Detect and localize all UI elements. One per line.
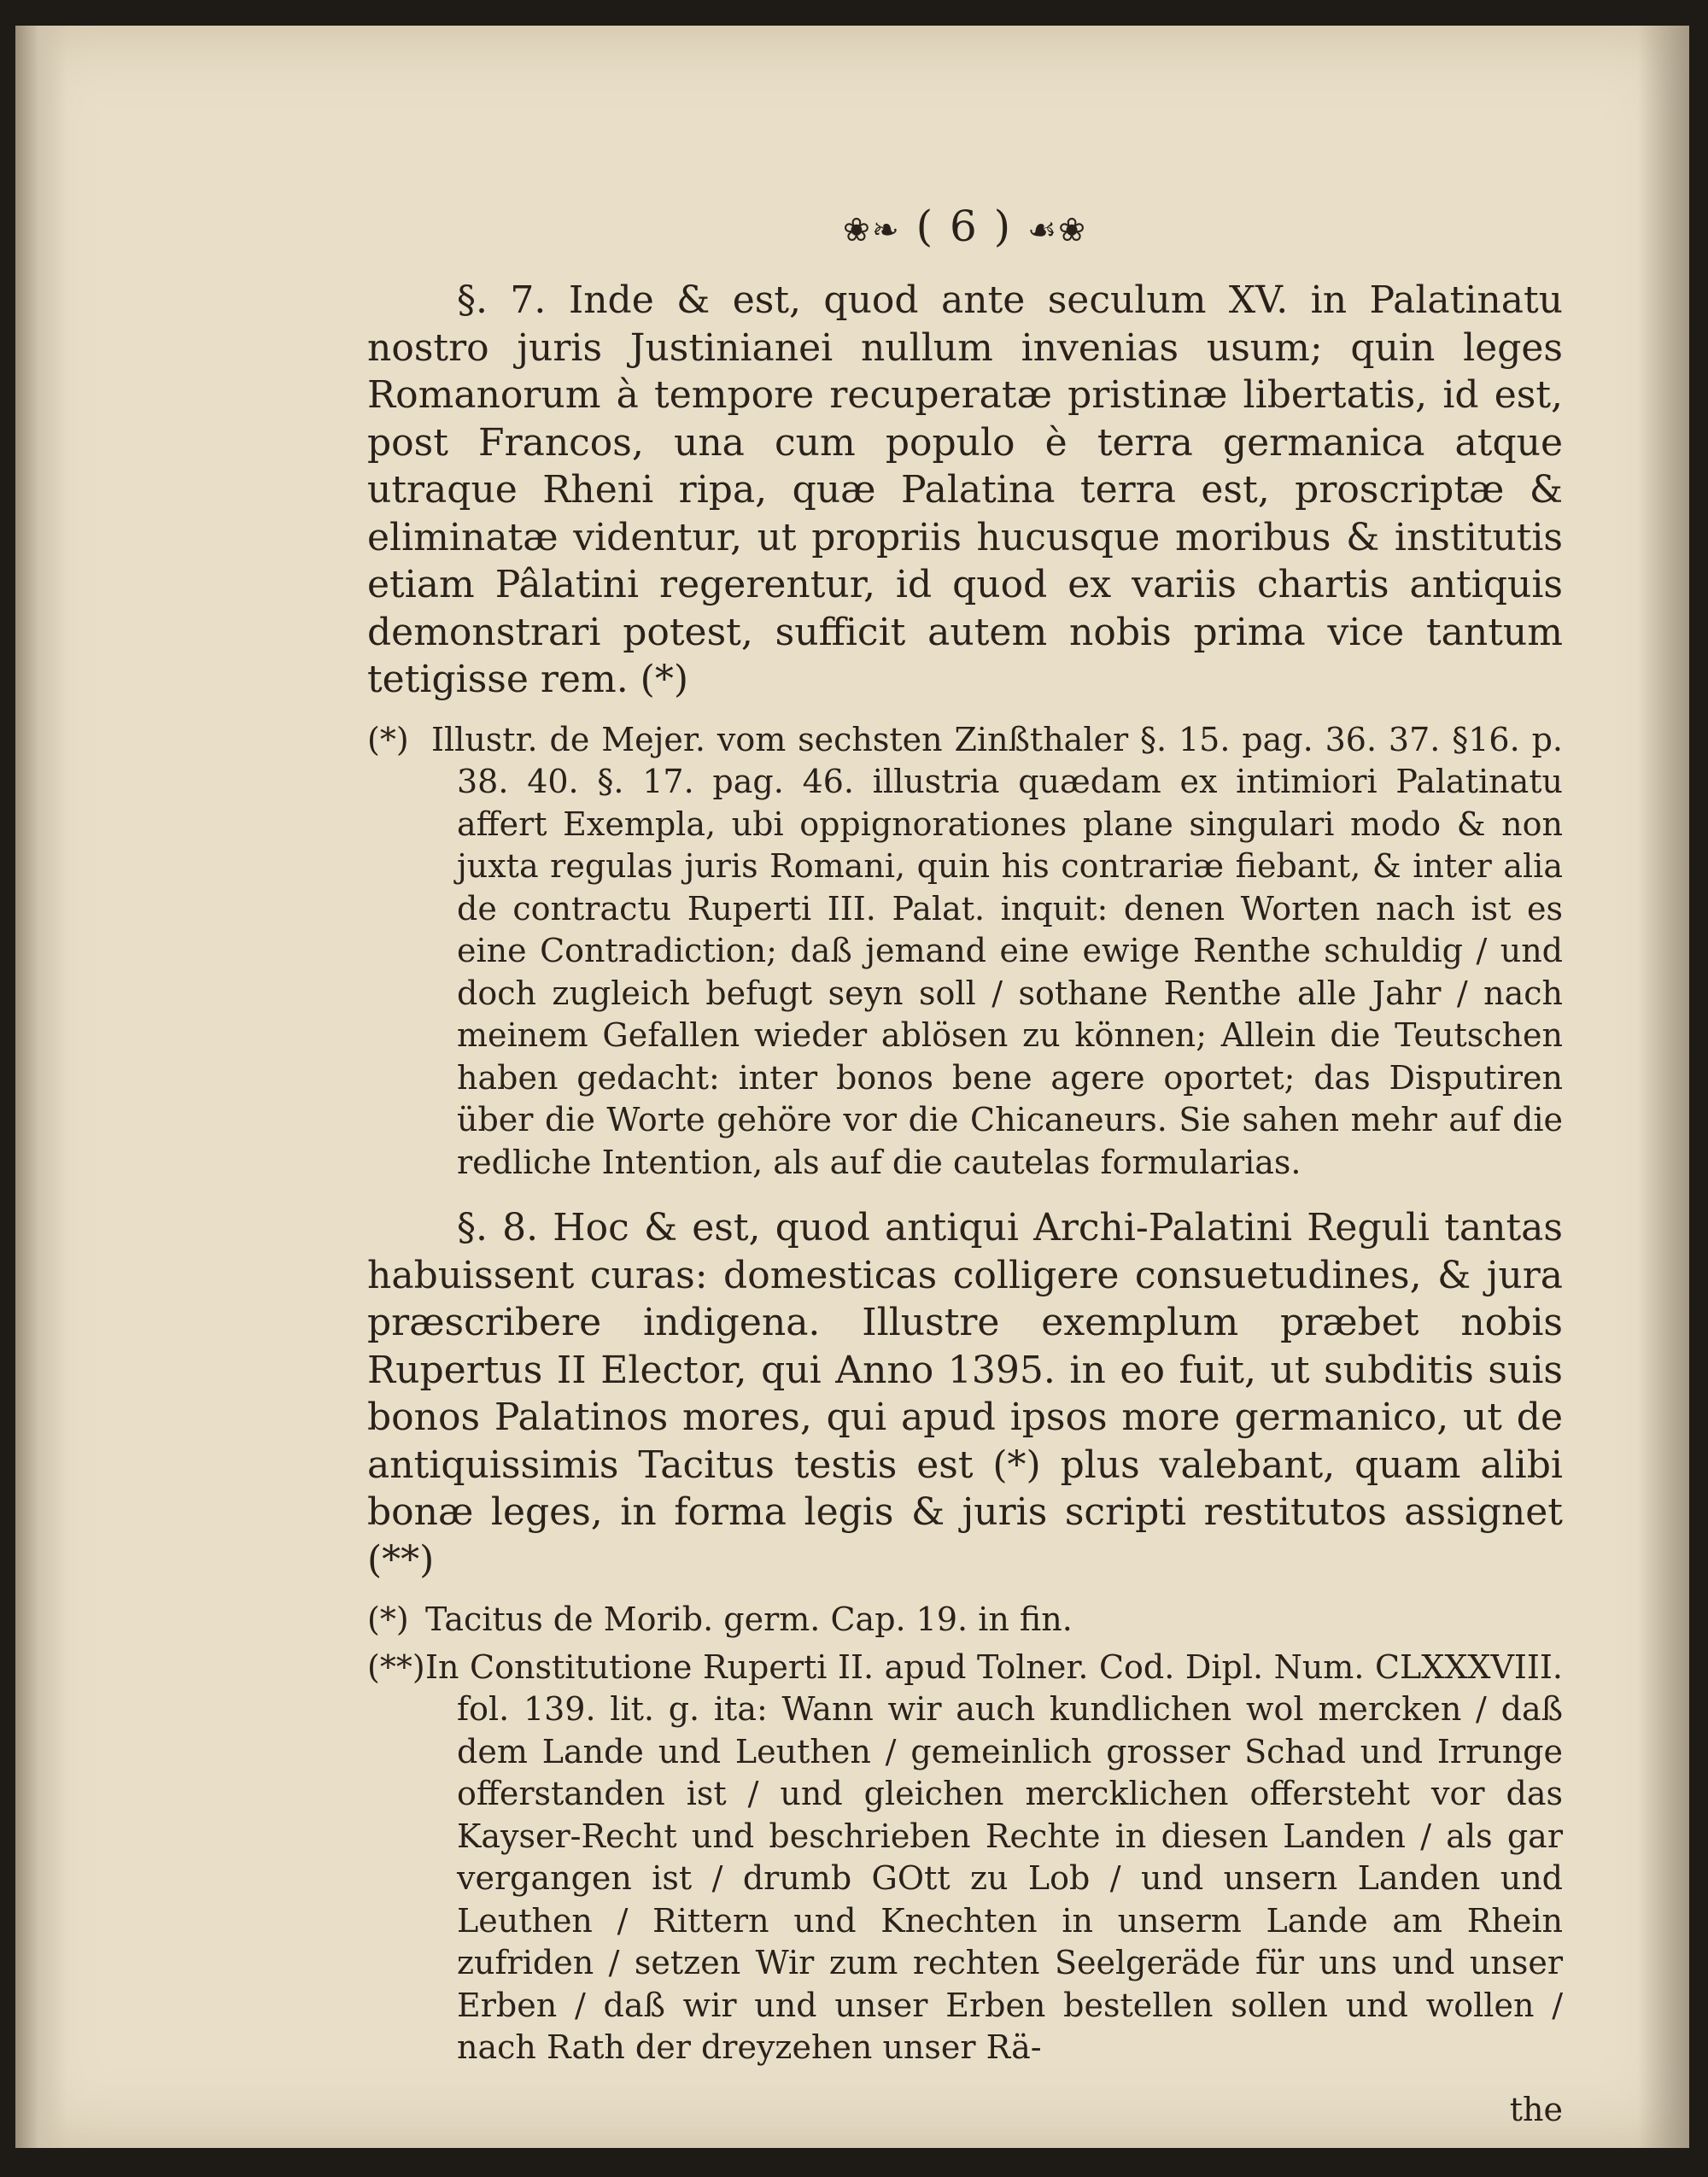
running-head [367, 196, 1563, 260]
spine-shadow [15, 26, 67, 2148]
footnote-8-1-text: Tacitus de Morib. germ. Cap. 19. in fin. [425, 1601, 1073, 1638]
footnote-7-mark: (*) [367, 720, 409, 758]
page-edge-shadow [1638, 26, 1689, 2148]
section-8-paragraph [367, 1204, 1563, 1583]
footnote-7 [367, 719, 1563, 1185]
left-ornament-icon: ❀❧ [842, 211, 901, 249]
book-page [15, 26, 1689, 2148]
catchword: the [1509, 2090, 1563, 2128]
section-8-text: Hoc & est, quod antiqui Archi-Palatini Reguli tantas habuissent curas: domesticas colligere consuetudines, & jura præscribere indigena. Illustre exemplum præbet nobis Rupertus II Elector, qui Anno 1395. in eo fuit, ut subditis suis bonos Palatinos mores, qui apud ipsos more germanico, ut de antiquissimis Tacitus testis est (*) plus valebant, quam alibi bonæ leges, in forma legis & juris scripti restitutos assignet (**) [367, 1206, 1563, 1582]
right-ornament-icon: ☙❀ [1027, 211, 1088, 249]
footnote-7-text: Illustr. de Mejer. vom sechsten Zinßthaler §. 15. pag. 36. 37. §16. p. 38. 40. §. 17. pag. 46. illustria quædam ex intimiori Palatinatu affert Exempla, ubi oppignorationes plane singulari modo & non juxta regulas juris Romani, quin his contrariæ fiebant, & inter alia de contractu Ruperti III. Palat. inquit: denen Worten nach ist es eine Contradiction; daß jemand eine ewige Renthe schuldig / und doch zugleich befugt seyn soll / sothane Renthe alle Jahr / nach meinem Gefallen wieder ablösen zu können; Allein die Teutschen haben gedacht: inter bonos bene agere oportet; das Disputiren über die Worte gehöre vor die Chicaneurs. Sie sahen mehr auf die redliche Intention, als auf die cautelas formularias. [431, 720, 1563, 1181]
page-content [367, 196, 1563, 2129]
footnote-8-1 [367, 1599, 1563, 1642]
section-7-footnotes [367, 719, 1563, 1185]
section-8-number: §. 8. [457, 1206, 539, 1249]
section-8-footnotes [367, 1599, 1563, 2069]
footnote-8-2-mark: (**) [367, 1647, 425, 1686]
section-7-paragraph [367, 277, 1563, 704]
footnote-8-2-text: In Constitutione Ruperti II. apud Tolner. Cod. Dipl. Num. CLXXXVIII. fol. 139. lit. g. ita: Wann wir auch kundlichen wol mercken / daß dem Lande und Leuthen / gemeinlich grosser Schad und Irrunge offerstanden ist / und gleichen mercklichen offersteht vor das Kayser-Recht und beschrieben Rechte in diesen Landen / als gar vergangen ist / drumb GOtt zu Lob / und unsern Landen und Leuthen / Rittern und Knechten in unserm Lande am Rhein zufriden / setzen Wir zum rechten Seelgeräde für uns und unser Erben / daß wir und unser Erben bestellen sollen und wollen / nach Rath der dreyzehen unser Rä- [425, 1647, 1563, 2066]
page-number: ( 6 ) [915, 202, 1013, 251]
footnote-8-2 [367, 1647, 1563, 2069]
section-7-text: Inde & est, quod ante seculum XV. in Palatinatu nostro juris Justinianei nullum invenias usum; quin leges Romanorum à tempore recuperatæ pristinæ libertatis, id est, post Francos, una cum populo è terra germanica atque utraque Rheni ripa, quæ Palatina terra est, proscriptæ & eliminatæ videntur, ut propriis hucusque moribus & institutis etiam Pâlatini regerentur, id quod ex variis chartis antiquis demonstrari potest, sufficit autem nobis prima vice tantum tetigisse rem. (*) [367, 278, 1564, 701]
footnote-8-1-mark: (*) [367, 1601, 409, 1638]
section-7-number: §. 7. [457, 278, 547, 322]
